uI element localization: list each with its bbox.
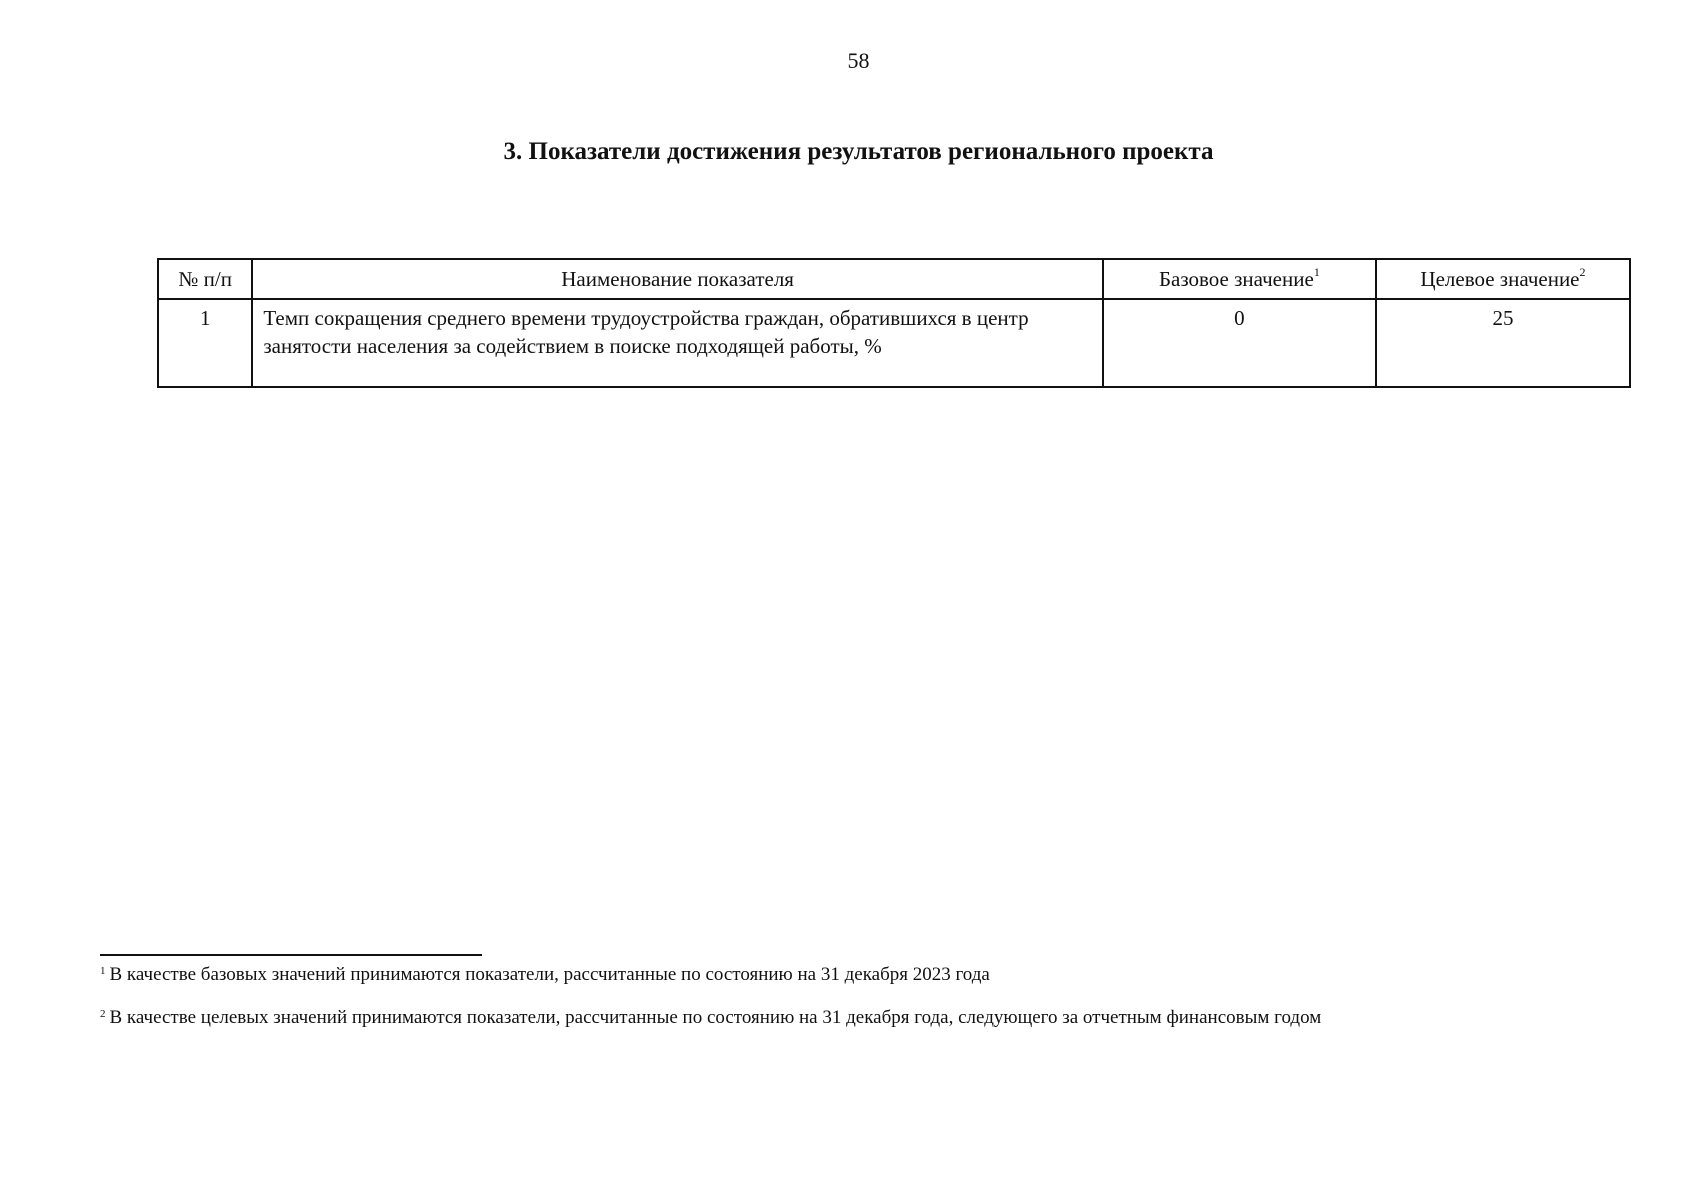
footnote-ref-1: 1 [1313, 265, 1320, 279]
table-header [158, 259, 1630, 299]
cell-base-value: 0 [1103, 299, 1376, 387]
section-title: 3. Показатели достижения результатов регионального проекта [503, 138, 1214, 165]
footnote-1 [100, 963, 990, 989]
header-target-value-label: Целевое значение [1420, 267, 1580, 291]
table-body [158, 299, 1630, 387]
cell-number: 1 [158, 299, 252, 387]
header-base-value [1103, 259, 1376, 299]
footnote-ref-2: 2 [1579, 265, 1586, 279]
header-base-value-label: Базовое значение [1158, 267, 1314, 291]
footnote-1-mark: 1 [100, 965, 106, 977]
table-header-row [158, 259, 1630, 299]
footnote-2-mark: 2 [100, 1008, 106, 1020]
header-number: № п/п [158, 259, 252, 299]
header-indicator-name: Наименование показателя [252, 259, 1102, 299]
page-number: 58 [847, 48, 870, 73]
footnote-2 [100, 1006, 1321, 1032]
cell-target-value: 25 [1376, 299, 1630, 387]
footnote-2-text: В качестве целевых значений принимаются показатели, рассчитанные по состоянию на 31 декабря года, следующего за отчетным финансовым годом [109, 1007, 1322, 1028]
cell-indicator-name: Темп сокращения среднего времени трудоустройства граждан, обратившихся в центр занятости населения за содействием в поиске подходящей работы, % [252, 299, 1102, 387]
footnote-separator [100, 954, 482, 956]
indicators-table [157, 258, 1631, 388]
header-target-value [1376, 259, 1630, 299]
table-row [158, 299, 1630, 387]
footnote-1-text: В качестве базовых значений принимаются показатели, рассчитанные по состоянию на 31 декабря 2023 года [109, 964, 990, 985]
